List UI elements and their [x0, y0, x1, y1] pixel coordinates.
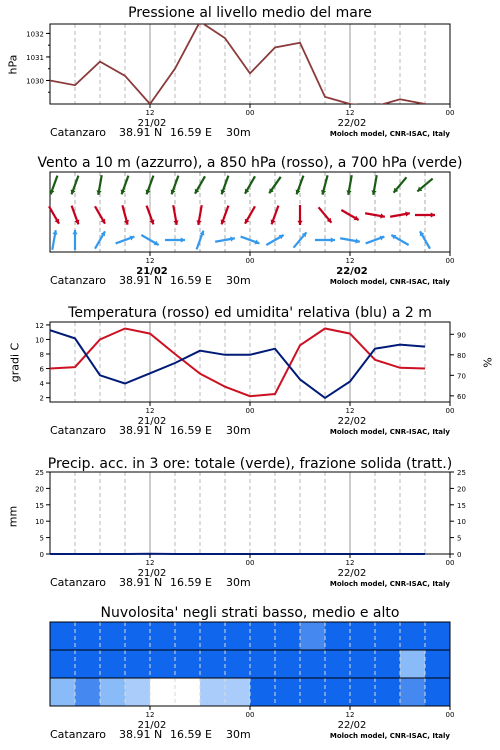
cloud-cell — [425, 650, 451, 678]
location-lat: 38.91 N — [119, 728, 163, 741]
date-label: 22/02 — [337, 118, 367, 129]
date-label: 22/02 — [337, 568, 367, 579]
y-tick-label: 4 — [39, 380, 44, 389]
cloud-cell — [150, 622, 176, 650]
cloud-cell — [125, 650, 151, 678]
cloud-cell — [350, 650, 376, 678]
cloud-chart — [0, 598, 500, 750]
cloud-cell — [425, 678, 451, 706]
cloud-cell — [200, 678, 226, 706]
model-credit: Moloch model, CNR-ISAC, Italy — [329, 580, 450, 588]
location-altitude: 30m — [226, 576, 251, 589]
plot-frame — [50, 322, 450, 402]
date-label: 21/02 — [136, 266, 168, 277]
y-right-tick-label: 60 — [457, 392, 466, 401]
y-tick-label: 6 — [39, 365, 44, 374]
y-right-tick-label: 0 — [457, 551, 462, 559]
y-tick-label: 1031 — [26, 53, 44, 62]
precip-chart — [0, 448, 500, 598]
y-right-tick-label: 5 — [457, 534, 462, 543]
temperature-title: Temperatura (rosso) ed umidita' relativa (blu) a 2 m — [68, 305, 432, 321]
location-lon: 16.59 E — [170, 126, 212, 139]
pressure-chart — [0, 0, 500, 148]
precip-title: Precip. acc. in 3 ore: totale (verde), frazione solida (tratt.) — [47, 456, 453, 472]
y-tick-label: 0 — [39, 551, 44, 559]
pressure-ylabel: hPa — [6, 54, 20, 75]
cloud-cell — [50, 678, 76, 706]
model-credit: Moloch model, CNR-ISAC, Italy — [329, 428, 450, 436]
cloud-cell — [100, 622, 126, 650]
location-lon: 16.59 E — [170, 274, 212, 287]
x-tick-label: 00 — [445, 257, 455, 265]
x-tick-label: 00 — [245, 109, 255, 117]
cloud-cell — [325, 650, 351, 678]
pressure-panel — [0, 0, 500, 148]
cloud-cell — [325, 678, 351, 706]
location-altitude: 30m — [226, 274, 251, 287]
cloud-cell — [375, 650, 401, 678]
y-right-tick-label: 20 — [457, 485, 466, 494]
y-right-tick-label: 10 — [457, 518, 466, 527]
location-altitude: 30m — [226, 424, 251, 437]
cloud-cell — [275, 622, 301, 650]
precip-ylabel: mm — [6, 505, 20, 528]
wind-title: Vento a 10 m (azzurro), a 850 hPa (rosso), a 700 hPa (verde) — [37, 155, 463, 171]
x-tick-label: 00 — [445, 407, 455, 415]
cloud-cell — [200, 650, 226, 678]
humidity-line — [50, 330, 425, 398]
cloud-cell — [125, 622, 151, 650]
cloud-panel — [0, 598, 500, 750]
wind-arrow-head — [72, 230, 77, 234]
x-tick-label: 00 — [245, 559, 255, 567]
temperature-chart — [0, 298, 500, 448]
x-tick-label: 00 — [445, 559, 455, 567]
y-tick-label: 25 — [35, 469, 44, 477]
y-right-tick-label: 25 — [457, 469, 466, 477]
cloud-cell — [300, 622, 326, 650]
wind-panel — [0, 148, 500, 298]
model-credit: Moloch model, CNR-ISAC, Italy — [329, 130, 450, 138]
cloud-cell — [375, 622, 401, 650]
x-tick-label: 12 — [145, 407, 155, 415]
location-lat: 38.91 N — [119, 126, 163, 139]
y-tick-label: 5 — [39, 534, 44, 543]
temperature-ylabel: gradi C — [8, 342, 22, 383]
model-credit: Moloch model, CNR-ISAC, Italy — [329, 732, 450, 740]
y-tick-label: 12 — [35, 321, 44, 330]
x-tick-label: 00 — [445, 109, 455, 117]
wind-chart — [0, 148, 500, 298]
y-right-tick-label: 90 — [457, 331, 466, 340]
temperature-line — [50, 329, 425, 397]
location-lat: 38.91 N — [119, 274, 163, 287]
cloud-cell — [400, 622, 426, 650]
y-tick-label: 10 — [35, 336, 44, 345]
cloud-cell — [350, 622, 376, 650]
cloud-cell — [400, 678, 426, 706]
x-tick-label: 00 — [445, 711, 455, 719]
cloud-cell — [175, 622, 201, 650]
y-tick-label: 10 — [35, 518, 44, 527]
date-label: 21/02 — [137, 416, 167, 427]
date-label: 22/02 — [337, 720, 367, 731]
cloud-cell — [375, 678, 401, 706]
location-altitude: 30m — [226, 126, 251, 139]
wind-arrow-head — [297, 221, 302, 225]
x-tick-label: 12 — [145, 257, 155, 265]
y-right-tick-label: 15 — [457, 501, 466, 510]
x-tick-label: 00 — [245, 711, 255, 719]
cloud-cell — [325, 622, 351, 650]
humidity-ylabel: % — [481, 357, 495, 368]
date-label: 22/02 — [337, 416, 367, 427]
cloud-cell — [250, 622, 276, 650]
y-tick-label: 1030 — [26, 77, 44, 86]
date-label: 21/02 — [137, 568, 167, 579]
cloud-cell — [225, 622, 251, 650]
x-tick-label: 12 — [145, 711, 155, 719]
y-right-tick-label: 80 — [457, 351, 466, 360]
cloud-cell — [200, 622, 226, 650]
cloud-cell — [250, 678, 276, 706]
pressure-line — [50, 22, 425, 107]
x-tick-label: 12 — [145, 109, 155, 117]
cloud-cell — [225, 678, 251, 706]
cloud-cell — [425, 622, 451, 650]
x-tick-label: 00 — [245, 407, 255, 415]
cloud-cell — [50, 650, 76, 678]
cloud-cell — [400, 650, 426, 678]
cloud-cell — [125, 678, 151, 706]
location-name: Catanzaro — [50, 424, 106, 437]
cloud-cell — [100, 678, 126, 706]
y-tick-label: 20 — [35, 485, 44, 494]
x-tick-label: 00 — [245, 257, 255, 265]
location-altitude: 30m — [226, 728, 251, 741]
wind-arrow-head — [431, 212, 435, 217]
cloud-cell — [275, 678, 301, 706]
location-name: Catanzaro — [50, 126, 106, 139]
location-name: Catanzaro — [50, 728, 106, 741]
y-tick-label: 8 — [39, 351, 44, 359]
x-tick-label: 12 — [345, 711, 355, 719]
date-label: 21/02 — [137, 118, 167, 129]
x-tick-label: 12 — [345, 559, 355, 567]
pressure-title: Pressione al livello medio del mare — [128, 5, 372, 21]
cloud-cell — [75, 650, 101, 678]
cloud-cell — [350, 678, 376, 706]
cloud-cell — [300, 678, 326, 706]
location-lon: 16.59 E — [170, 576, 212, 589]
plot-frame — [50, 24, 450, 104]
model-credit: Moloch model, CNR-ISAC, Italy — [329, 278, 450, 286]
location-lon: 16.59 E — [170, 424, 212, 437]
wind-arrow-head — [331, 237, 335, 242]
cloud-cell — [150, 650, 176, 678]
precip-panel — [0, 448, 500, 598]
cloud-cell — [175, 650, 201, 678]
location-name: Catanzaro — [50, 576, 106, 589]
y-tick-label: 2 — [39, 394, 44, 403]
cloud-cell — [150, 678, 176, 706]
cloud-cell — [300, 650, 326, 678]
x-tick-label: 12 — [345, 407, 355, 415]
temperature-panel — [0, 298, 500, 448]
cloud-cell — [250, 650, 276, 678]
x-tick-label: 12 — [345, 257, 355, 265]
cloud-cell — [275, 650, 301, 678]
cloud-cell — [225, 650, 251, 678]
y-tick-label: 15 — [35, 501, 44, 510]
wind-arrow-head — [181, 237, 185, 242]
location-lat: 38.91 N — [119, 424, 163, 437]
plot-frame — [50, 472, 450, 554]
location-lon: 16.59 E — [170, 728, 212, 741]
cloud-cell — [75, 678, 101, 706]
location-lat: 38.91 N — [119, 576, 163, 589]
date-label: 22/02 — [336, 266, 368, 277]
x-tick-label: 12 — [145, 559, 155, 567]
location-name: Catanzaro — [50, 274, 106, 287]
y-right-tick-label: 70 — [457, 372, 466, 381]
cloud-title: Nuvolosita' negli strati basso, medio e alto — [100, 605, 400, 621]
cloud-cell — [75, 622, 101, 650]
cloud-cell — [50, 622, 76, 650]
cloud-cell — [175, 678, 201, 706]
cloud-cell — [100, 650, 126, 678]
x-tick-label: 12 — [345, 109, 355, 117]
y-tick-label: 1032 — [26, 30, 44, 39]
date-label: 21/02 — [137, 720, 167, 731]
